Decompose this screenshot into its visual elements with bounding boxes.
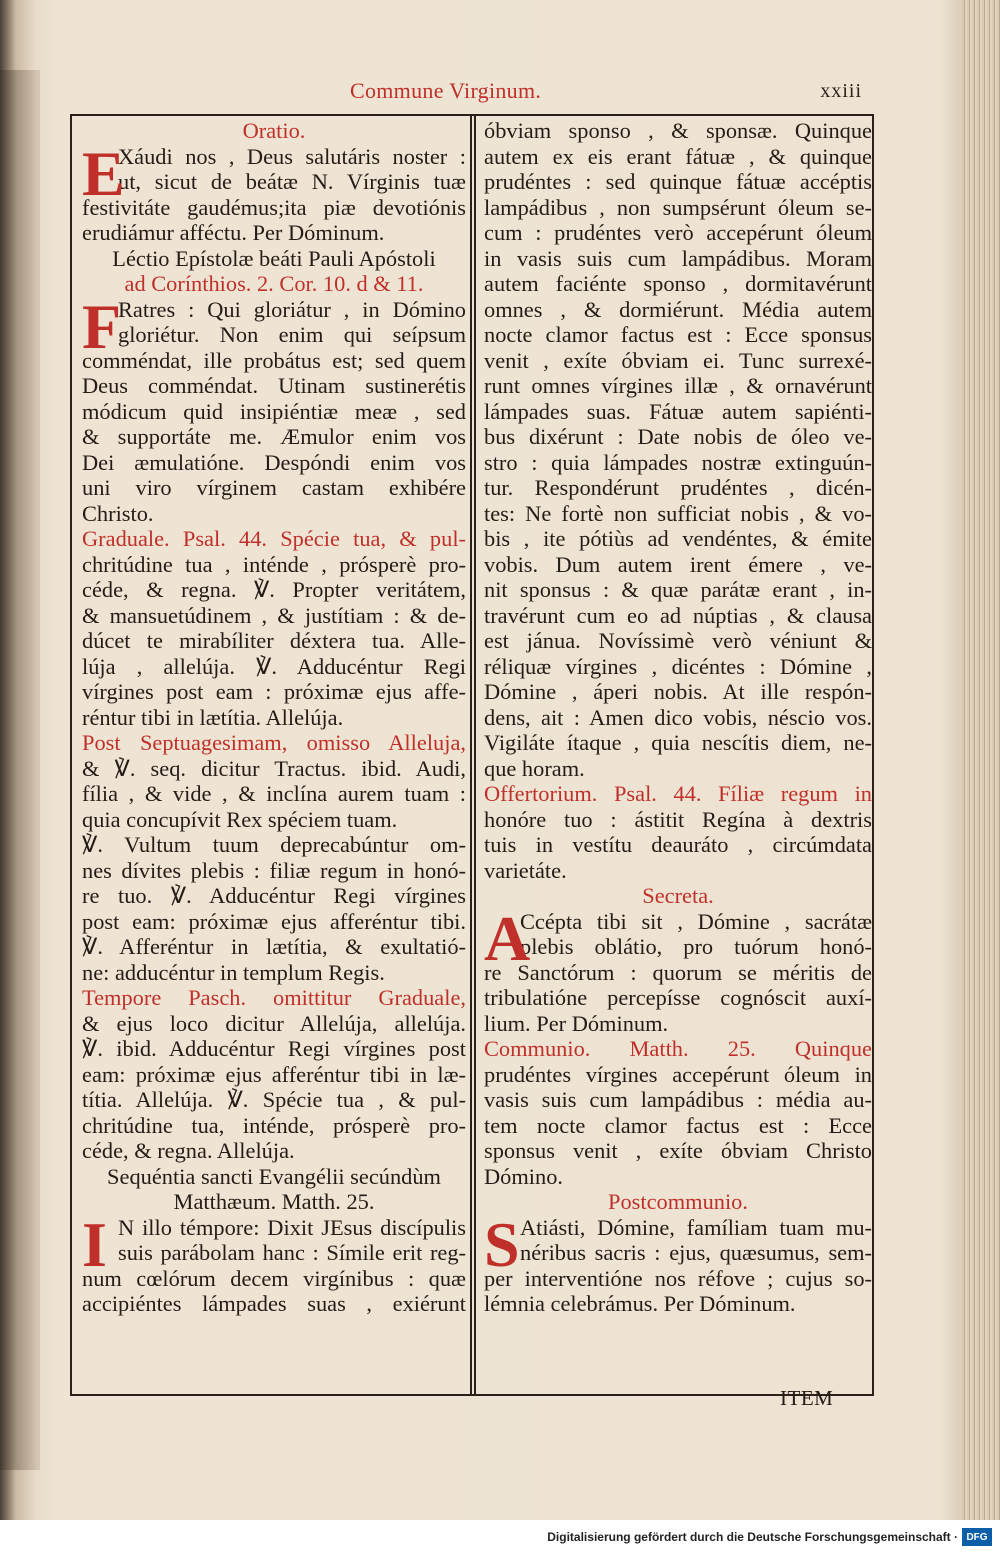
text-line: que horam. (484, 755, 585, 781)
previous-page-edge (0, 70, 40, 1470)
secreta-block (484, 902, 872, 1037)
text-line: festivitáte gaudémus;ita piæ devotiónis (82, 194, 466, 220)
text-line: per interventióne nos réfove ; cujus so- (484, 1265, 872, 1291)
text-line: tes: Ne fortè non sufficiat nobis , & vo- (484, 500, 872, 526)
right-column (484, 118, 872, 1317)
text-line: Christo. (82, 500, 154, 526)
column-divider (470, 114, 476, 1396)
text-line: céde, & regna. Allelúja. (82, 1138, 295, 1163)
text-line: tribulatióne percepísse cognóscit auxí- (484, 985, 872, 1010)
text-line: tur. Respondérunt prudéntes , dicén- (484, 475, 872, 500)
text-line: Dómine , áperi nobis. At ille respón- (484, 679, 872, 704)
text-line: nes dívites plebis : filiæ regum in honó- (82, 857, 466, 883)
text-line: Ratres : Qui gloriátur , in Dómino (118, 296, 466, 322)
text-line: fília , & vide , & inclína aurem tuam : (82, 781, 466, 806)
text-line: erudiámur afféctu. Per Dóminum. (82, 220, 385, 245)
text-line: chritúdine tua , inténde , prósperè pro- (82, 551, 466, 577)
rubric-line: Tempore Pasch. omittitur Graduale, (82, 985, 466, 1010)
dfg-logo-icon: DFG (962, 1528, 992, 1546)
text-line: est jánua. Novíssimè verò véniunt & (484, 628, 872, 653)
text-line: varietáte. (484, 857, 567, 883)
text-line: tuis in vestítu deauráto , circúmdata (484, 832, 872, 857)
text-line: títia. Allelúja. ℣. Spécie tua , & pul- (82, 1087, 466, 1112)
communio-block (484, 1036, 872, 1189)
text-line: ℣. ibid. Adducéntur Regi vírgines post (82, 1036, 466, 1061)
text-line: suis parábolam hanc : Símile erit reg- (118, 1240, 466, 1265)
text-line: módicum quid insipiéntiæ meæ , sed (82, 398, 466, 424)
text-line: stro : quia lámpades nostræ extinguún- (484, 449, 872, 475)
text-line: N illo témpore: Dixit JEsus discípulis (118, 1214, 466, 1240)
text-line: sponsus venit , exíte óbviam Christo (484, 1138, 872, 1163)
text-line: néribus sacris : ejus, quæsumus, sem- (520, 1240, 872, 1265)
text-line: Ccépta tibi sit , Dómine , sacrátæ (520, 908, 872, 934)
text-line: ut, sicut de beátæ N. Vírginis tuæ (118, 169, 466, 194)
postcommunio-block (484, 1208, 872, 1317)
text-line: autem faciénte sponso , dormitavérunt (484, 271, 872, 296)
text-line: uni viro vírginem castam exhibére (82, 475, 466, 500)
lectio-title: Léctio Epístolæ beáti Pauli Apóstoli (112, 245, 436, 271)
text-line: & mansuetúdinem , & justítiam : & de- (82, 602, 466, 628)
text-line: ℣. Afferéntur in lætítia, & exultatió- (82, 934, 466, 959)
sequentia-title: Sequéntia sancti Evangélii secúndùm (107, 1163, 441, 1189)
text-line: lúja , allelúja. ℣. Adducéntur Regi (82, 653, 466, 679)
text-line: lampádibus , non sumpsérunt óleum se- (484, 194, 872, 220)
text-line: & supportáte me. Æmulor enim vos (82, 424, 466, 449)
text-line: lámpades suas. Fátuæ autem sapiénti- (484, 398, 872, 424)
text-line: Dei æmulatióne. Despóndi enim vos (82, 449, 466, 475)
text-line: prudéntes : sed quinque fátuæ accéptis (484, 169, 872, 194)
text-line: dúcet te mirabíliter déxtera tua. Alle- (82, 628, 466, 653)
rubric-line: & ejus loco dicitur Allelúja, allelúja. (82, 1010, 466, 1036)
text-line: bus dixérunt : Date nobis de óleo ve- (484, 424, 872, 449)
left-column (82, 118, 466, 1317)
communio-line: Communio. Matth. 25. Quinque (484, 1036, 872, 1061)
drop-capital: A (484, 902, 531, 974)
text-line: autem ex eis erant fátuæ , & quinque (484, 143, 872, 169)
text-line: lium. Per Dóminum. (484, 1010, 669, 1036)
text-line: Atiásti, Dómine, famíliam tuam mu- (520, 1214, 872, 1240)
text-line: céde, & regna. ℣. Propter veritátem, (82, 577, 466, 602)
rubric-line: & ℣. seq. dicitur Tractus. ibid. Audi, (82, 755, 466, 781)
text-line: runt omnes vírgines illæ , & ornavérunt (484, 373, 872, 398)
text-line: venit , exíte óbviam ei. Tunc surrexé- (484, 347, 872, 373)
offertorium-line: Offertorium. Psal. 44. Fíliæ regum in (484, 781, 872, 806)
text-line: nocte clamor factus est : Ecce sponsus (484, 322, 872, 347)
text-line: omnes , & dormiérunt. Média autem (484, 296, 872, 322)
oratio-block (82, 137, 466, 246)
text-line: cum : prudéntes verò accepérunt óleum (484, 220, 872, 245)
text-line: vírgines post eam : próximæ ejus affe- (82, 679, 466, 704)
offertorium-block (484, 781, 872, 883)
text-line: ne: adducéntur in templum Regis. (82, 959, 385, 985)
text-line: in vasis suis cum lampádibus. Moram (484, 245, 872, 271)
text-line: gloriétur. Non enim qui seípsum (118, 322, 466, 347)
catchword: ITEM (780, 1386, 834, 1410)
folio-number: xxiii (820, 80, 862, 102)
page-header (80, 78, 880, 108)
text-line: honóre tuo : ástitit Regína à dextris (484, 806, 872, 832)
text-line: réntur tibi in lætítia. Allelúja. (82, 704, 344, 730)
text-line: vasis suis cum lampádibus : média au- (484, 1087, 872, 1112)
text-line: vobis. Dum autem irent émere , ve- (484, 551, 872, 577)
graduale-block (82, 526, 466, 730)
oratio-heading: Oratio. (242, 118, 306, 143)
text-line: quia concupívit Rex spéciem tuam. (82, 806, 398, 832)
page-stack-edge (962, 0, 1000, 1520)
text-line: Vigiláte ítaque , quia nescítis diem, ne- (484, 730, 872, 755)
septuagesima-block (82, 730, 466, 832)
text-line: plebis oblátio, pro tuórum honó- (520, 934, 872, 959)
drop-capital: I (82, 1208, 107, 1280)
gospel-continuation (484, 118, 872, 781)
text-line: re tuo. ℣. Adducéntur Regi vírgines (82, 883, 466, 908)
text-line: prudéntes vírgines accepérunt óleum in (484, 1061, 872, 1087)
tractus-block (82, 832, 466, 985)
rubric-line: Post Septuagesimam, omisso Alleluja, (82, 730, 466, 755)
drop-capital: S (484, 1208, 520, 1280)
running-title: Commune Virginum. (350, 78, 542, 103)
secreta-heading: Secreta. (642, 883, 714, 908)
text-line: nit sponsus : & quæ parátæ erant , in- (484, 577, 872, 602)
drop-capital: F (82, 290, 122, 362)
text-line: travérunt cum eo ad núptias , & clausa (484, 602, 872, 628)
sequentia-reference: Matthæum. Matth. 25. (173, 1189, 375, 1214)
paschal-block (82, 985, 466, 1164)
text-line: óbviam sponso , & sponsæ. Quinque (484, 118, 872, 143)
text-line: num cœlórum decem virgínibus : quæ (82, 1265, 466, 1291)
text-line: bis , ite pótiùs ad vendéntes, & émite (484, 526, 872, 551)
epistle-block (82, 290, 466, 527)
text-line: dens, ait : Amen dico vobis, néscio vos. (484, 704, 872, 730)
text-line: accipiéntes lámpades suas , exiérunt (82, 1291, 466, 1316)
gospel-block (82, 1208, 466, 1317)
text-line: lémnia celebrámus. Per Dóminum. (484, 1291, 796, 1316)
drop-capital: E (82, 137, 125, 209)
text-line: ℣. Vultum tuum deprecabúntur om- (82, 832, 466, 857)
text-line: tem nocte clamor factus est : Ecce (484, 1112, 872, 1138)
postcommunio-heading: Postcommunio. (608, 1189, 748, 1214)
text-line: eam: próximæ ejus afferéntur tibi in læ- (82, 1061, 466, 1087)
footer-bar (0, 1520, 1000, 1556)
text-line: re Sanctórum : quorum se méritis de (484, 959, 872, 985)
text-line: chritúdine tua, inténde, prósperè pro- (82, 1112, 466, 1138)
funding-credit: Digitalisierung gefördert durch die Deutsche Forschungsgemeinschaft · (547, 1530, 958, 1544)
graduale-line: Graduale. Psal. 44. Spécie tua, & pul- (82, 526, 466, 551)
text-line: Dómino. (484, 1163, 563, 1189)
text-line: réliquæ vírgines , dicéntes : Dómine , (484, 653, 872, 679)
lectio-reference: ad Corínthios. 2. Cor. 10. d & 11. (124, 271, 424, 296)
text-line: Xáudi nos , Deus salutáris noster : (118, 143, 466, 169)
text-line: comméndat, ille probátus est; sed quem (82, 347, 466, 373)
text-line: post eam: próximæ ejus afferéntur tibi. (82, 908, 466, 934)
text-line: Deus comméndat. Utinam sustinerétis (82, 373, 466, 398)
